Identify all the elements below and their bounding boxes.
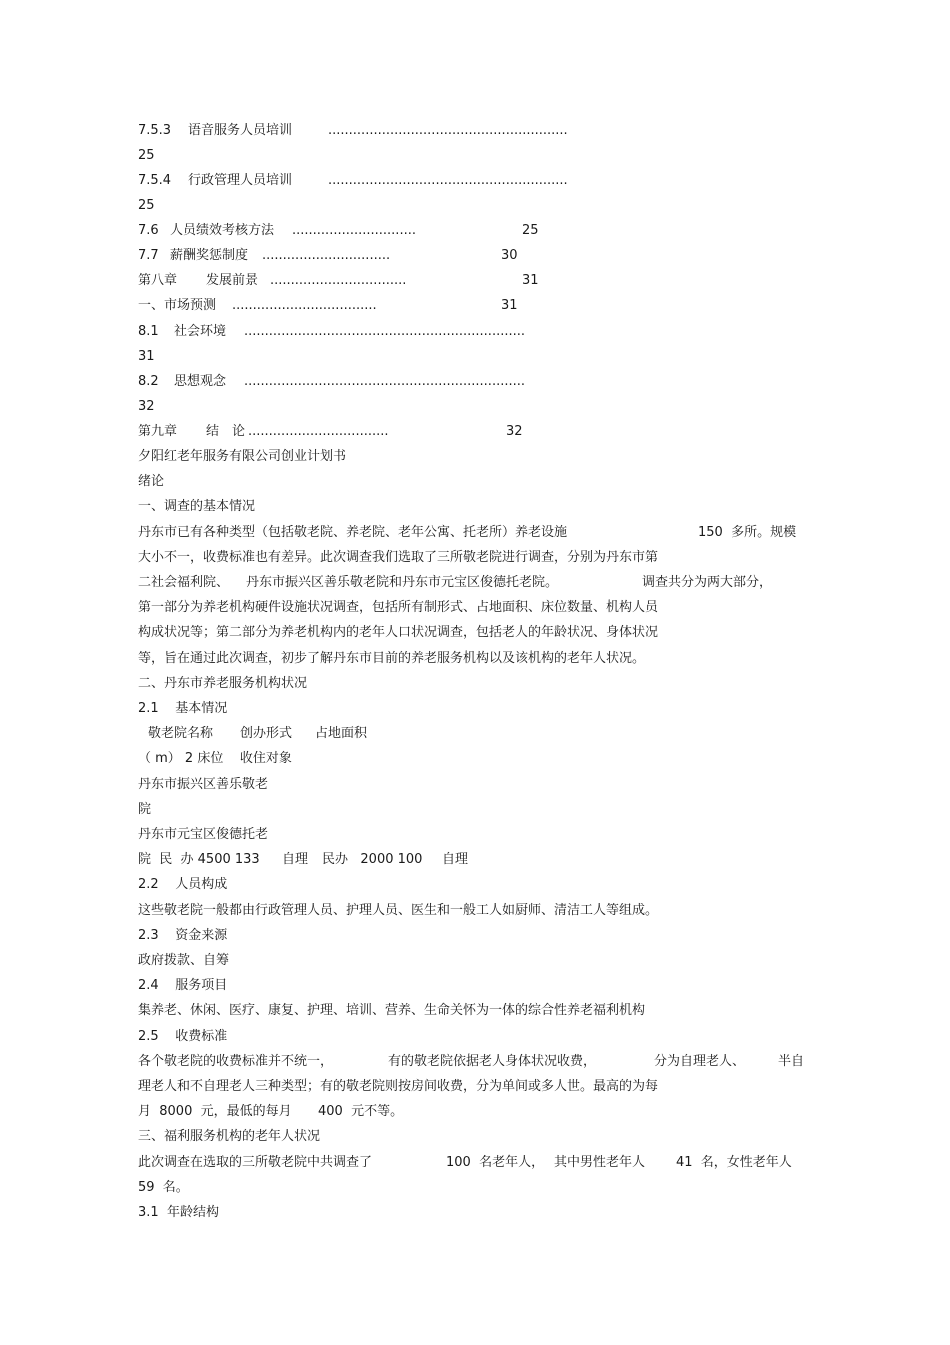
- table-header-row2: （ m） 2 床位 收住对象: [138, 751, 292, 766]
- toc-754-page: 25: [138, 198, 155, 213]
- toc-77-page: 30: [501, 248, 518, 263]
- sec2-4-heading: 2.4 服务项目: [138, 978, 228, 993]
- toc-754-title: 行政管理人员培训: [188, 173, 293, 188]
- table-header-name: 敬老院名称: [148, 726, 214, 741]
- sec2-5-heading: 2.5 收费标准: [138, 1029, 228, 1044]
- inst2-self-care: 自理: [282, 852, 309, 867]
- toc-76-page: 25: [522, 223, 539, 238]
- toc-76-dots: ..............................: [292, 223, 416, 238]
- sec2-5-line1b: 有的敬老院依据老人身体状况收费，: [388, 1054, 597, 1069]
- sec1-line1a: 丹东市已有各种类型（包括敬老院、养老院、老年公寓、托老所）养老设施: [138, 525, 568, 540]
- sec1-line6: 等，旨在通过此次调查，初步了解丹东市目前的养老服务机构以及该机构的老年人状况。: [138, 651, 646, 666]
- sec2-5-line2: 理老人和不自理老人三种类型；有的敬老院则按房间收费，分为单间或多人世。最高的为每: [138, 1079, 659, 1094]
- inst3-self-care: 自理: [442, 852, 469, 867]
- intro-heading: 绪论: [138, 474, 165, 489]
- inst1-name-a: 丹东市振兴区善乐敬老: [138, 777, 269, 792]
- toc-s1-dots: ...................................: [232, 298, 377, 313]
- toc-81-title: 社会环境: [174, 324, 227, 339]
- sec3-1-heading: 3.1 年龄结构: [138, 1205, 219, 1220]
- sec2-2-heading: 2.2 人员构成: [138, 877, 228, 892]
- toc-76-title: 人员绩效考核方法: [170, 223, 275, 238]
- sec3-line1c: 其中男性老年人: [554, 1155, 646, 1170]
- sec2-2-text: 这些敬老院一般都由行政管理人员、护理人员、医生和一般工人如厨师、清洁工人等组成。: [138, 903, 659, 918]
- toc-ch8-page: 31: [522, 273, 539, 288]
- toc-753-title: 语音服务人员培训: [188, 123, 293, 138]
- toc-82-dots: ....................................................................: [244, 374, 525, 389]
- toc-76-num: 7.6: [138, 223, 159, 238]
- sec3-line1b: 100 名老年人，: [446, 1155, 545, 1170]
- toc-ch9-page: 32: [506, 424, 523, 439]
- sec2-1-heading: 2.1 基本情况: [138, 701, 228, 716]
- inst1-name-b: 院: [138, 802, 152, 817]
- sec1-line1b: 150 多所。规模: [698, 525, 797, 540]
- toc-753-dots: ..........................................................: [328, 123, 568, 138]
- toc-754-num: 7.5.4: [138, 173, 172, 188]
- toc-s1-page: 31: [501, 298, 518, 313]
- toc-ch8-num: 第八章: [138, 273, 178, 288]
- sec2-5-line1d: 半自: [778, 1054, 805, 1069]
- toc-77-dots: ...............................: [262, 248, 391, 263]
- toc-ch9-title: 结 论: [206, 424, 246, 439]
- sec2-3-heading: 2.3 资金来源: [138, 928, 228, 943]
- inst3-row: 民办 2000 100: [322, 852, 423, 867]
- toc-82-num: 8.2: [138, 374, 159, 389]
- sec1-heading: 一、调查的基本情况: [138, 499, 256, 514]
- toc-754-dots: ..........................................................: [328, 173, 568, 188]
- table-header-form: 创办形式: [240, 726, 293, 741]
- toc-ch8-dots: .................................: [270, 273, 407, 288]
- table-header-area: 占地面积: [315, 726, 368, 741]
- sec2-3-text: 政府拨款、自筹: [138, 953, 230, 968]
- sec2-5-line3a: 月 8000 元，最低的每月: [138, 1104, 292, 1119]
- toc-s1-title: 一、市场预测: [138, 298, 217, 313]
- toc-82-page: 32: [138, 399, 155, 414]
- toc-ch9-num: 第九章: [138, 424, 178, 439]
- toc-81-dots: ....................................................................: [244, 324, 525, 339]
- sec1-line3c: 调查共分为两大部分，: [642, 575, 773, 590]
- inst2-name-a: 丹东市元宝区俊德托老: [138, 827, 269, 842]
- sec1-line3a: 二社会福利院、: [138, 575, 230, 590]
- sec2-5-line3b: 400 元不等。: [318, 1104, 404, 1119]
- doc-title: 夕阳红老年服务有限公司创业计划书: [138, 449, 347, 464]
- toc-82-title: 思想观念: [174, 374, 227, 389]
- sec1-line4: 第一部分为养老机构硬件设施状况调查，包括所有制形式、占地面积、床位数量、机构人员: [138, 600, 659, 615]
- toc-77-title: 薪酬奖惩制度: [170, 248, 249, 263]
- sec1-line2: 大小不一，收费标准也有差异。此次调查我们选取了三所敬老院进行调查，分别为丹东市第: [138, 550, 659, 565]
- toc-753-num: 7.5.3: [138, 123, 172, 138]
- sec2-4-text: 集养老、休闲、医疗、康复、护理、培训、营养、生命关怀为一体的综合性养老福利机构: [138, 1003, 646, 1018]
- toc-81-num: 8.1: [138, 324, 159, 339]
- sec3-heading: 三、福利服务机构的老年人状况: [138, 1129, 321, 1144]
- sec3-line2: 59 名。: [138, 1180, 189, 1195]
- sec2-heading: 二、丹东市养老服务机构状况: [138, 676, 308, 691]
- toc-ch8-title: 发展前景: [206, 273, 259, 288]
- sec1-line5: 构成状况等；第二部分为养老机构内的老年人口状况调查，包括老人的年龄状况、身体状况: [138, 625, 659, 640]
- sec2-5-line1c: 分为自理老人、: [654, 1054, 746, 1069]
- sec2-5-line1a: 各个敬老院的收费标准并不统一，: [138, 1054, 334, 1069]
- toc-753-page: 25: [138, 148, 155, 163]
- toc-ch9-dots: ..................................: [248, 424, 389, 439]
- toc-77-num: 7.7: [138, 248, 159, 263]
- sec3-line1a: 此次调查在选取的三所敬老院中共调查了: [138, 1155, 373, 1170]
- inst2-row: 院 民 办 4500 133: [138, 852, 260, 867]
- sec1-line3b: 丹东市振兴区善乐敬老院和丹东市元宝区俊德托老院。: [246, 575, 559, 590]
- sec3-line1d: 41 名，女性老年人: [676, 1155, 792, 1170]
- toc-81-page: 31: [138, 349, 155, 364]
